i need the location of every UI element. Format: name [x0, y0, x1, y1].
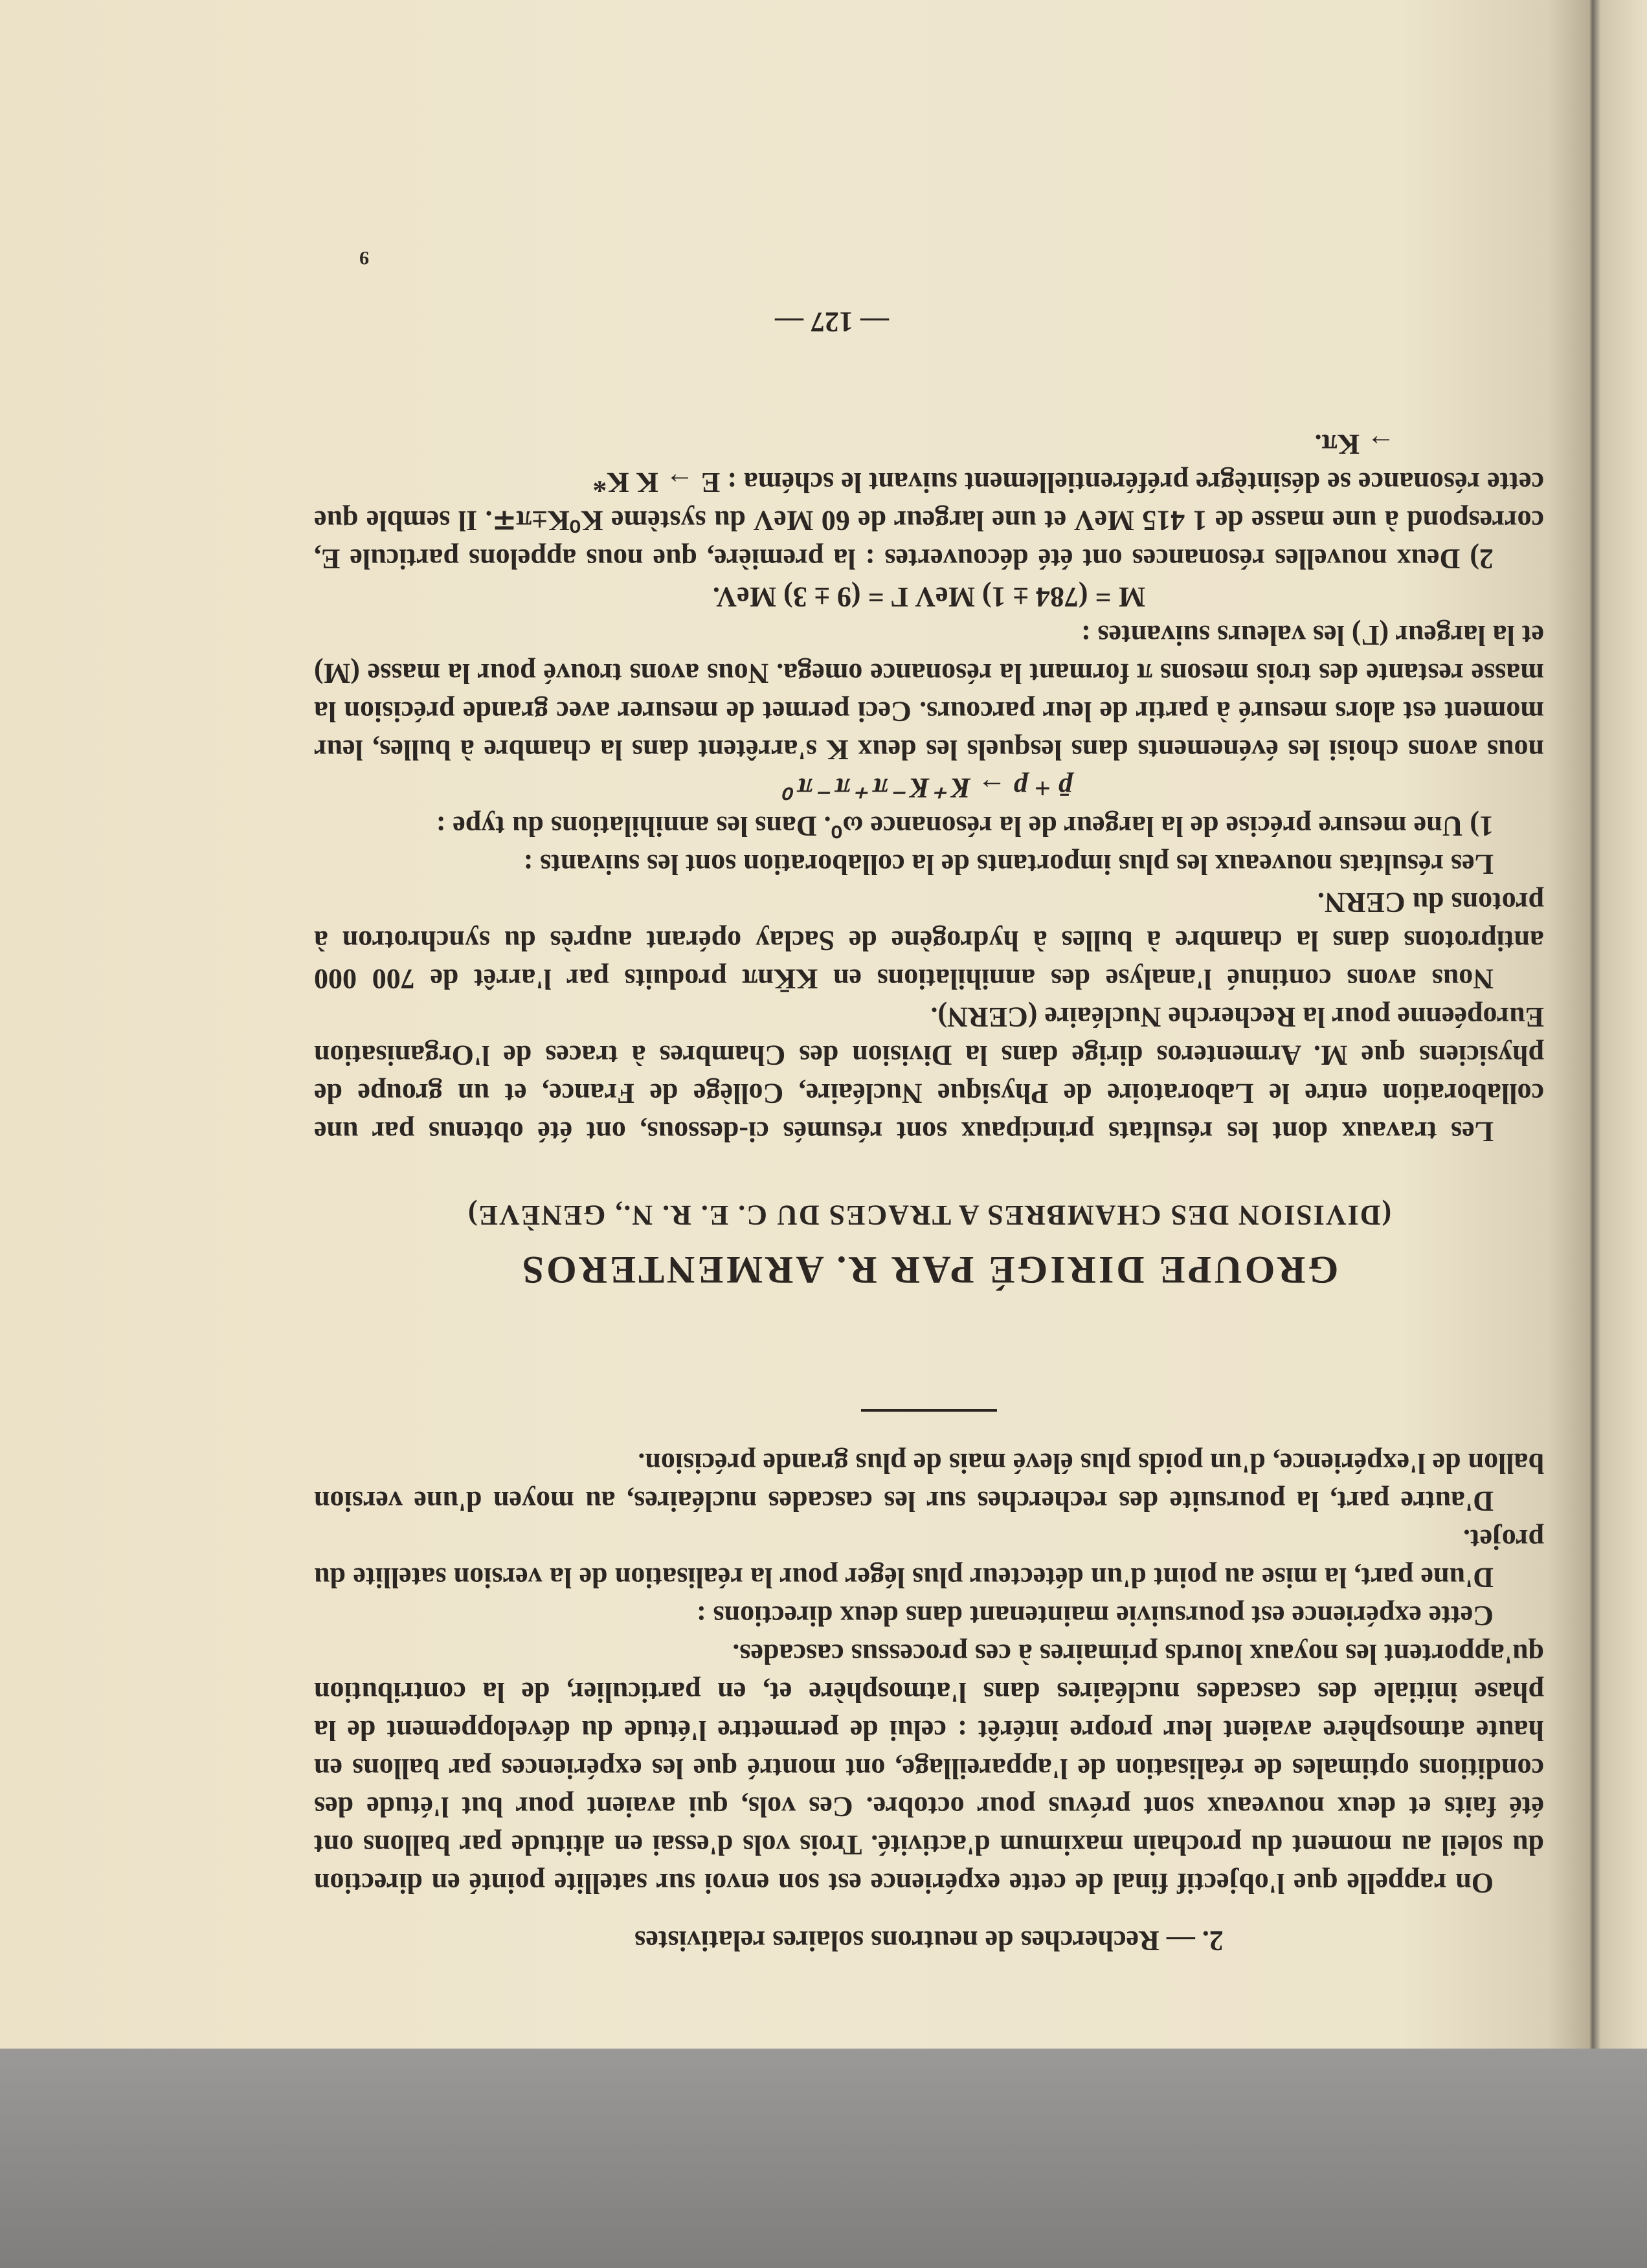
paragraph: nous avons choisi les événements dans lesquels les deux K s'arrêtent dans la chambre à bulles, leur moment est alors mesuré à partir de leur parcours. Ceci permet de mesurer avec grande précision la masse restante des trois mesons π formant la résonance omega. Nous avons trouvé pour la masse (M) et la largeur (Γ) les valeurs suivantes : [314, 619, 1544, 766]
group-subtitle: (DIVISION DES CHAMBRES A TRACES DU C. E. R. N., GENÈVE) [466, 1199, 1392, 1231]
group-title: GROUPE DIRIGÉ PAR R. ARMENTEROS [519, 1249, 1339, 1291]
margin-mark: 9 [359, 247, 369, 269]
paragraph: Les résultats nouveaux les plus importants de la collaboration sont les suivants : [523, 849, 1494, 880]
paragraph: Les travaux dont les résultats principaux sont résumés ci-dessous, ont été obtenus par une collaboration entre le Laboratoire de Physique Nucléaire, Collège de France, et un groupe de physiciens que M. Armenteros dirige dans la Division des Chambres à traces de l'Organisation Européenne pour la Recherche Nucléaire (CERN). [314, 1001, 1544, 1148]
paragraph: Nous avons continué l'analyse des annihilations en KK̄nπ produits par l'arrêt de 700 000 antiprotons dans la chambre à bulles à hydrogène de Saclay opérant auprès du synchrotron à protons du CERN. [314, 887, 1544, 995]
page-content-rotated [314, 65, 1544, 2000]
page-number: — 127 — [775, 306, 889, 338]
scanner-background [0, 2049, 1647, 2268]
section-divider [861, 1409, 997, 1412]
reaction-formula: p̄ + p → K⁺ K⁻ π⁺ π⁻ π⁰ [785, 772, 1073, 804]
paragraph: Cette expérience est poursuivie maintenant dans deux directions : [696, 1600, 1494, 1632]
paragraph: D'une part, la mise au point d'un détecteur plus léger pour la réalisation de la version satellite du projet. [314, 1524, 1544, 1594]
decay-continuation: → Kπ. [1314, 428, 1395, 460]
paragraph: On rappelle que l'objectif final de cette expérience est son envoi sur satellite pointé en direction du soleil au moment du prochain maximum d'activité. Trois vols d'essai en altitude par ballons ont été faits et deux nouveaux sont prévus pour octobre. Ces vols, qui avaient pour but l'étude des conditions optimales de réalisation de l'appareillage, ont montré que les expériences par ballons en haute atmosphère avaient leur propre intérêt : celui de permettre l'étude du développement de la phase initiale des cascades nucléaires dans l'atmosphère et, en particulier, de la contribution qu'apportent les noyaux lourds primaires à ces processus cascades. [314, 1638, 1544, 1899]
paragraph: D'autre part, la poursuite des recherches sur les cascades nucléaires, au moyen d'une version ballon de l'expérience, d'un poids plus élevé mais de plus grande précision. [314, 1447, 1544, 1517]
section-heading: 2. — Recherches de neutrons solaires relativistes [634, 1925, 1224, 1957]
paragraph: 2) Deux nouvelles résonances ont été découvertes : la première, que nous appelons particule E, correspond à une masse de 1 415 MeV et une largeur de 60 MeV du système K⁰K±π∓. Il semble que cette résonance se désintègre préférentiellement suivant le schéma : E → K K* [314, 467, 1544, 575]
result-equation: M = (784 ± 1) MeV Γ = (9 ± 3) MeV. [712, 581, 1146, 613]
paragraph: 1) Une mesure précise de la largeur de la résonance ω⁰. Dans les annihilations du type : [436, 810, 1494, 842]
